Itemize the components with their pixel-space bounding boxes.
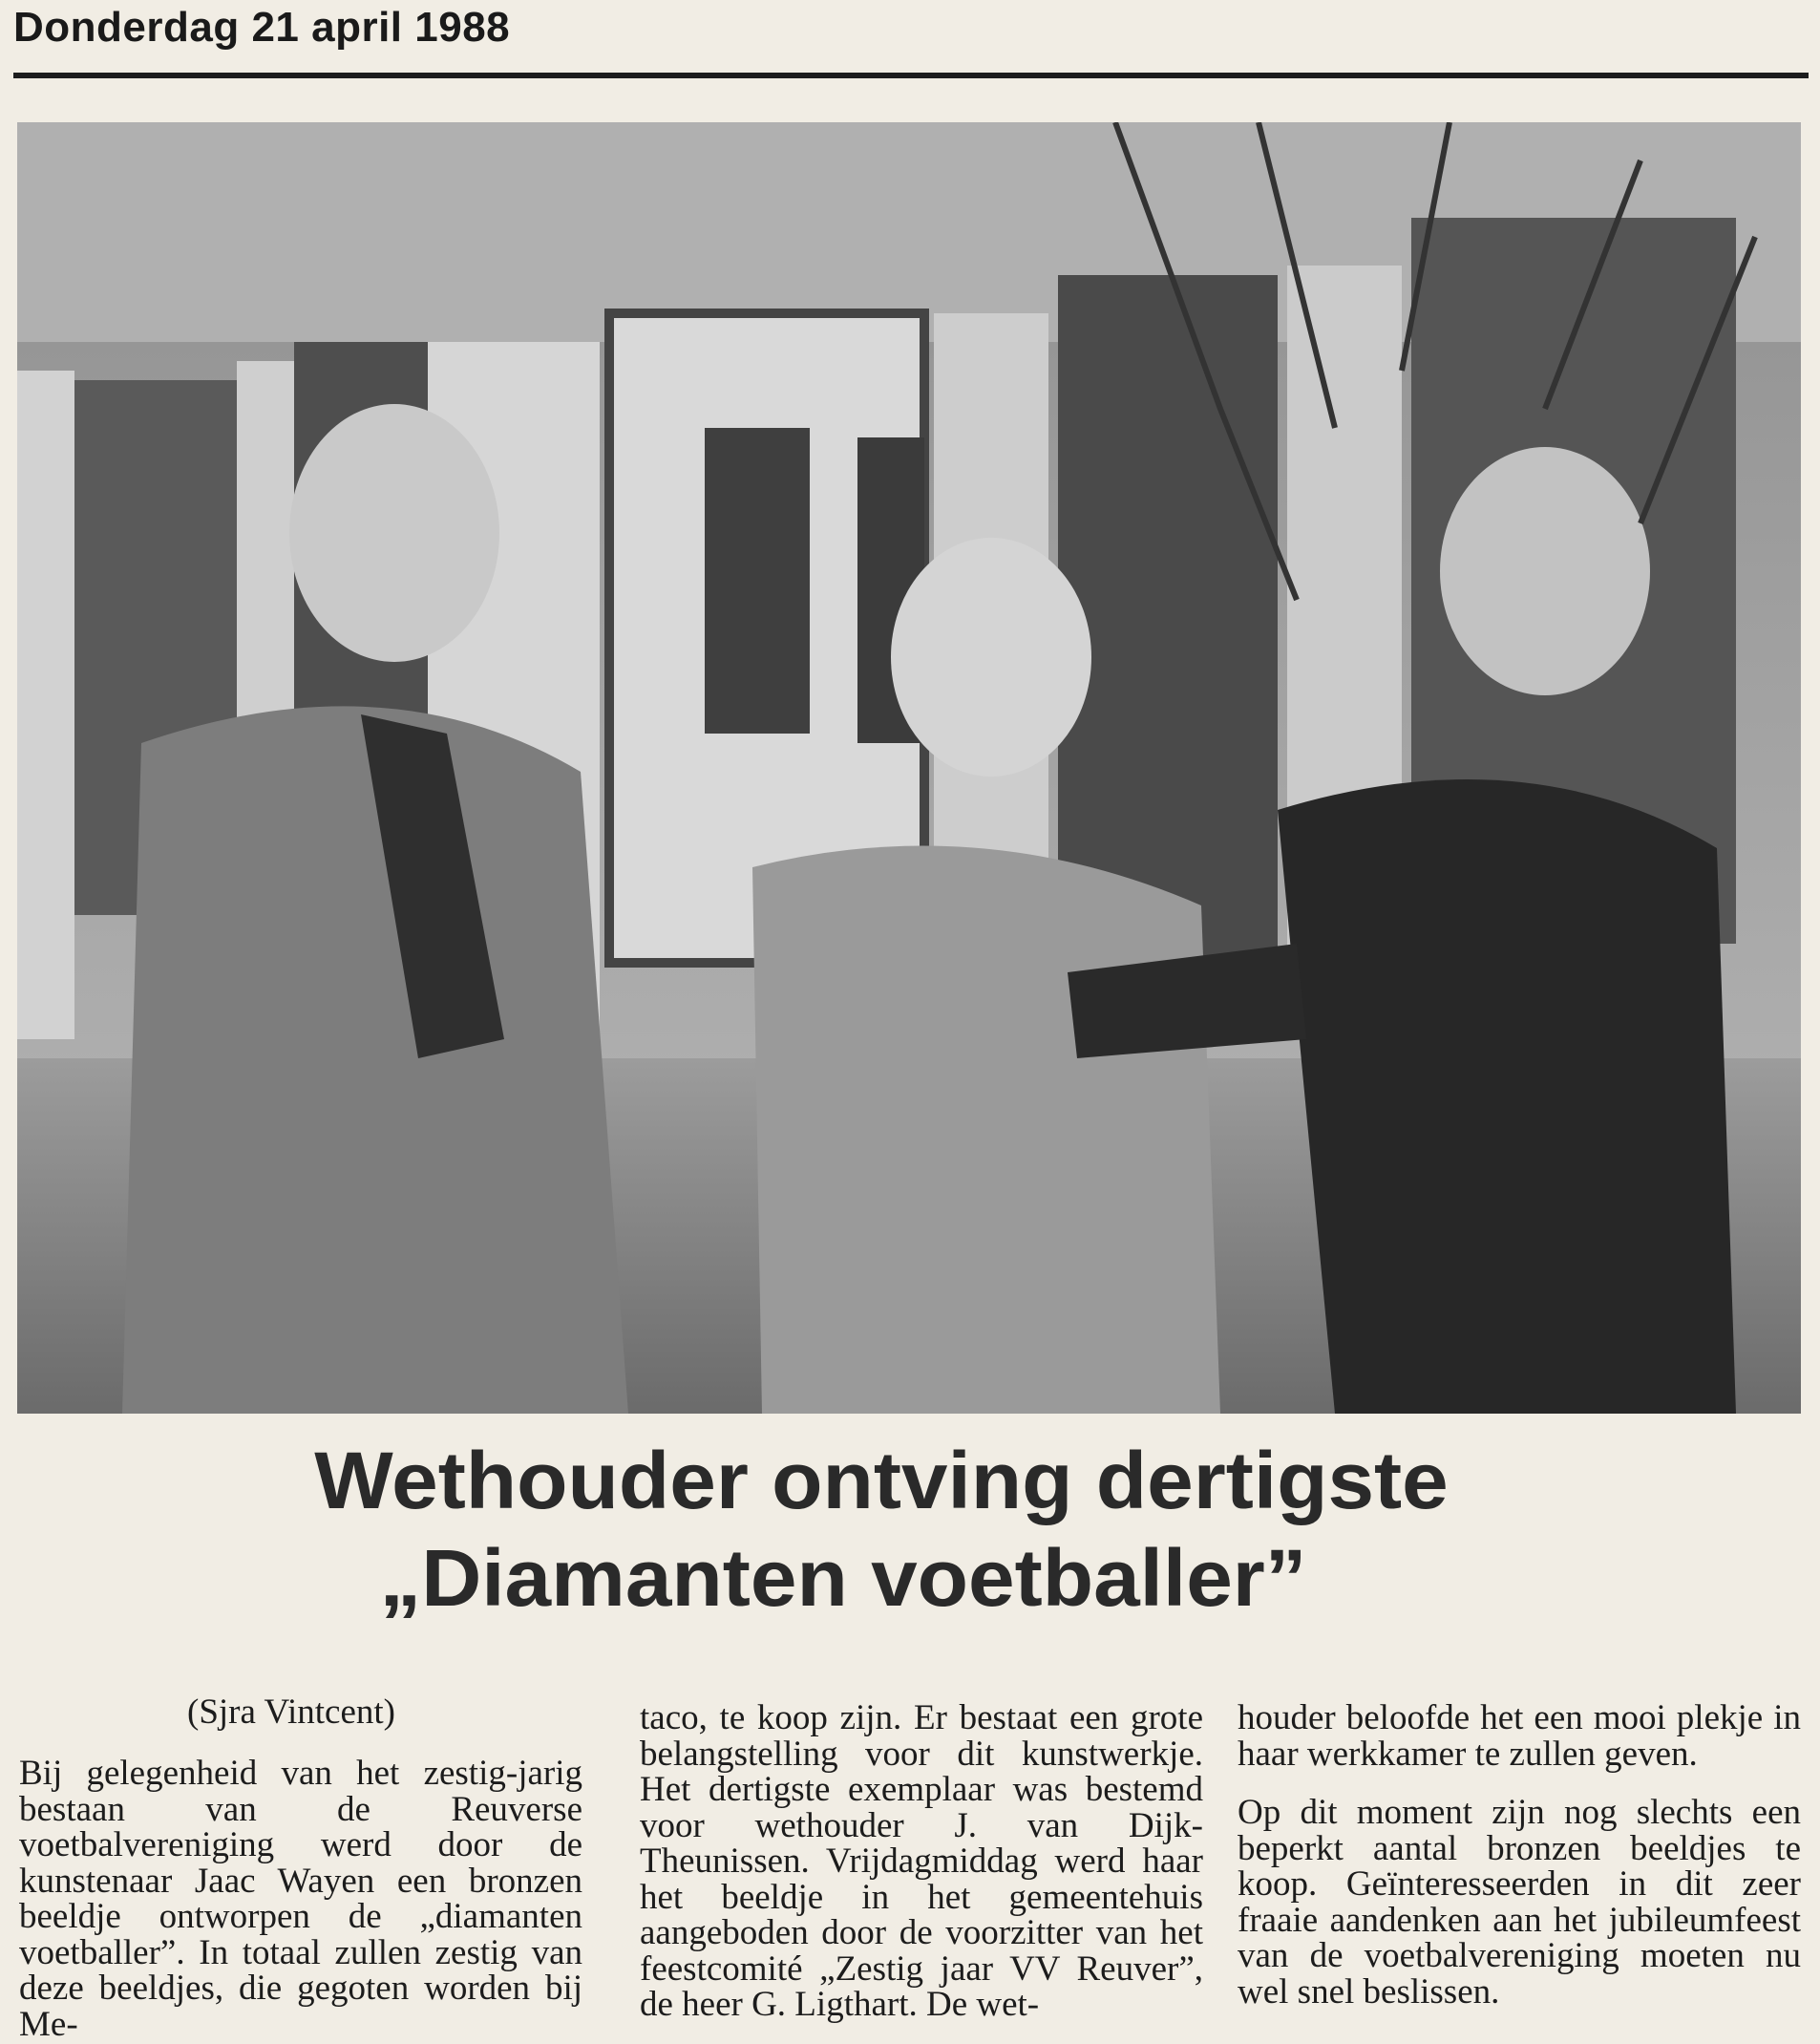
column-2-text: taco, te koop zijn. Er bestaat een grote belangstelling voor dit kunstwerkje. Het dertigste exemplaar was bestemd voor wethouder J. van Dijk-Theunissen. Vrijdagmiddag werd haar het beeldje in het gemeentehuis aangeboden door de voorzitter van het feestcomité „Zestig jaar VV Reuver”, de heer G. Ligthart. De wet- xyxy=(640,1698,1203,2024)
article-photo xyxy=(17,122,1801,1414)
column-1-text: Bij gelegenheid van het zestig-jarig bestaan van de Reuverse voetbalvereniging werd door de kunstenaar Jaac Wayen een bronzen beeldje ontworpen de „diamanten voetballer”. In totaal zullen zestig van deze beeldjes, die gegoten worden bij Me- xyxy=(19,1754,582,2044)
dateline: Donderdag 21 april 1988 xyxy=(13,4,511,51)
article-column-2 xyxy=(640,1700,1203,2023)
header-rule xyxy=(13,73,1809,78)
byline: (Sjra Vintcent) xyxy=(187,1693,396,1732)
article-column-1 xyxy=(19,1756,582,2042)
article-column-3 xyxy=(1238,1700,1801,2010)
headline-line-2: „Diamanten voetballer” xyxy=(379,1533,1307,1623)
headline-line-1: Wethouder ontving dertigste xyxy=(314,1436,1449,1525)
column-3-paragraph-1: houder beloofde het een mooi plekje in haar werkkamer te zullen geven. xyxy=(1238,1698,1801,1774)
column-3-paragraph-2: Op dit moment zijn nog slechts een beperkt aantal bronzen beeldjes te koop. Geïnteresseerden in dit zeer fraaie aandenken aan het jubileumfeest van de voetbalvereniging moeten nu wel snel beslissen. xyxy=(1238,1793,1801,2012)
